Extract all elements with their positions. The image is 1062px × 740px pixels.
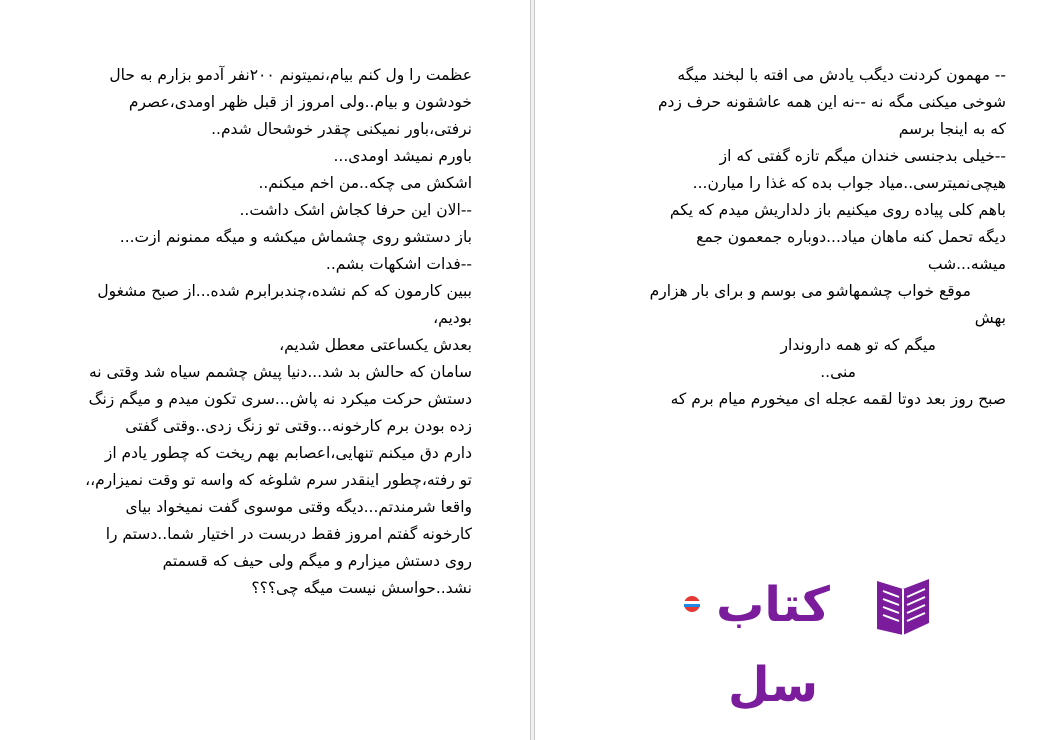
text-line: تو رفته،چطور اینقدر سرم شلوغه که واسه تو وقت نمیزارم،، [85, 471, 472, 489]
text-line: باورم نمیشد اومدی... [333, 147, 472, 165]
text-line: باز دستشو روی چشماش میکشه و میگه ممنونم ازت... [119, 228, 472, 246]
text-line: کارخونه گفتم امروز فقط دربست در اختیار شما..دستم را [105, 525, 472, 543]
left-page-text [75, 62, 472, 602]
text-line: اشکش می چکه..من اخم میکنم.. [258, 174, 472, 192]
text-line: دستش حرکت میکرد نه پاش...سری تکون میدم و میگم زنگ [88, 390, 472, 408]
text-line: شوخی میکنی مگه نه --نه این همه عاشقونه حرف زدم [657, 93, 1006, 111]
publisher-logo [673, 565, 933, 713]
text-line: خودشون و بیام..ولی امروز از قبل ظهر اومدی،عصرم [128, 93, 472, 111]
text-line: --خیلی بدجنسی خندان میگم تازه گفتی که از [719, 147, 1006, 165]
text-line: دیگه تحمل کنه ماهان میاد...دوباره جمعمون جمع [696, 228, 1006, 246]
text-line: زده بودن برم کارخونه...وقتی تو زنگ زدی..وقتی گفتی [125, 417, 472, 435]
text-line: --الان این حرفا کجاش اشک داشت.. [239, 201, 472, 219]
left-page [0, 0, 530, 740]
text-line: روی دستش میزارم و میگم ولی حیف که قسمتم [162, 552, 472, 570]
text-line: موقع خواب چشمهاشو می بوسم و برای بار هزارم [649, 282, 971, 300]
text-line: -- مهمون کردنت دیگب یادش می افته با لبخند میگه [677, 66, 1006, 84]
text-line: بودیم، [433, 309, 472, 327]
text-line: سامان که حالش بد شد...دنیا پیش چشمم سیاه شد وقتی نه [88, 363, 472, 381]
book-icon [873, 573, 933, 637]
text-line: --فدات اشکهات بشم.. [325, 255, 472, 273]
text-line: میگم که تو همه داروندار [780, 336, 936, 354]
text-line: صبح روز بعد دوتا لقمه عجله ای میخورم میام برم که [670, 390, 1006, 408]
text-line: که به اینجا برسم [898, 120, 1006, 138]
text-line: بعدش یکساعتی معطل شدیم، [279, 336, 472, 354]
text-line: نرفتی،باور نمیکنی چقدر خوشحال شدم.. [211, 120, 472, 138]
text-line: هیچی‌نمیترسی..میاد جواب بده که غذا را میارن... [692, 174, 1006, 192]
text-line: بهش [974, 309, 1006, 327]
text-line: نشد..حواسش نیست میگه چی؟؟؟ [251, 579, 472, 597]
right-page-text [630, 62, 1006, 413]
text-line: عظمت را ول کنم بیام،نمیتونم ۲۰۰نفر آدمو بزارم به حال [109, 66, 472, 84]
right-page [535, 0, 1062, 740]
page-divider [530, 0, 531, 740]
text-line: میشه...شب [927, 255, 1006, 273]
text-line: واقعا شرمندتم...دیگه وقتی موسوی گفت نمیخواد بیای [125, 498, 472, 516]
text-line: باهم کلی پیاده روی میکنیم باز دلداریش میدم که یکم [669, 201, 1006, 219]
text-line: دارم دق میکنم تنهایی،اعصابم بهم ریخت که چطور یادم از [104, 444, 472, 462]
text-line: منی.. [820, 363, 856, 381]
text-line: ببین کارمون که کم نشده،چندبرابرم شده...از صبح مشغول [97, 282, 472, 300]
logo-text: کتاب سل [716, 577, 830, 713]
flag-dot-icon [683, 595, 701, 613]
